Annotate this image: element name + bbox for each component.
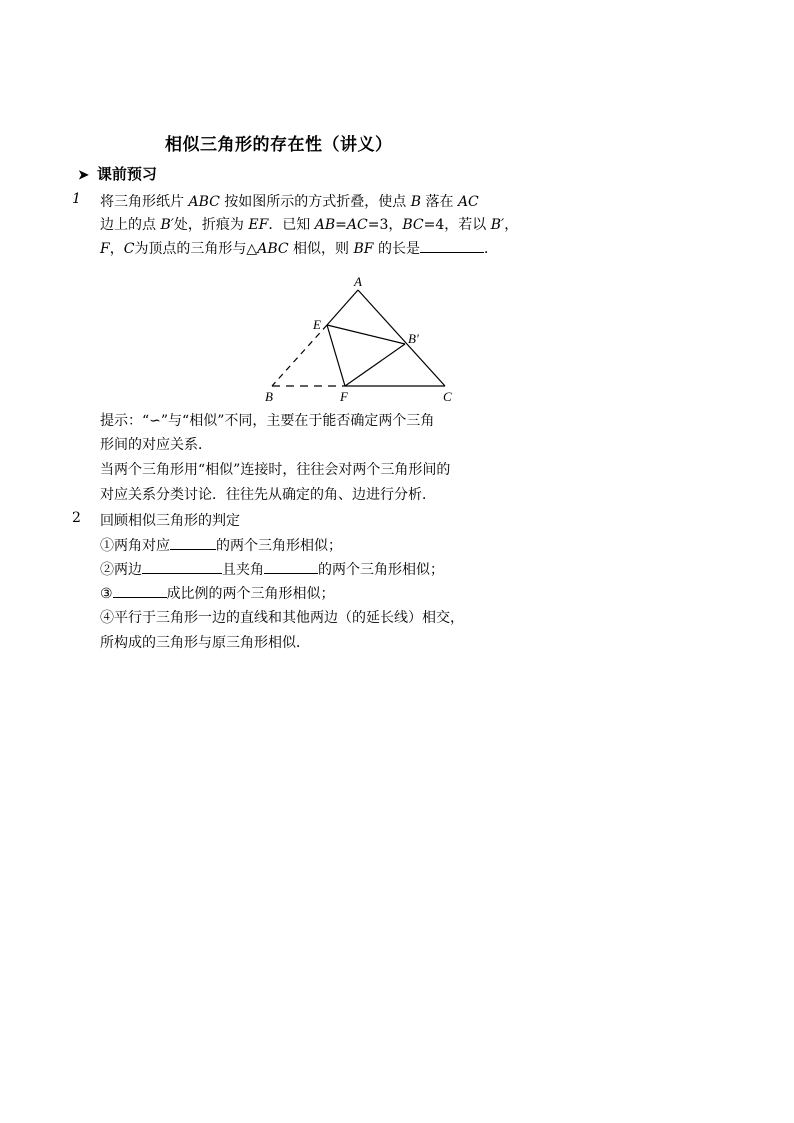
criterion-text: ①两角对应 — [100, 538, 170, 554]
q1-math: F — [100, 241, 110, 257]
segment-ca — [358, 290, 445, 386]
q1-math: B — [410, 194, 422, 210]
q1-text: 相似，则 — [288, 241, 354, 257]
q1-text: 为顶点的三角形与△ — [134, 241, 258, 257]
criterion-text: ②两边 — [100, 562, 142, 578]
answer-blank[interactable] — [142, 561, 222, 574]
q1-math: AB=AC — [314, 217, 368, 233]
criterion-1 — [100, 535, 342, 555]
criterion-text: 的两个三角形相似； — [216, 538, 342, 554]
q1-math: AC — [457, 194, 479, 210]
q1-text: ， — [504, 217, 519, 233]
segment-b-prime-f — [345, 344, 405, 386]
q1-math: EF — [248, 217, 269, 233]
q1-text: =4，若以 — [423, 217, 491, 233]
criterion-text: ③ — [100, 586, 113, 602]
label-c: C — [443, 389, 452, 404]
arrow-bullet-icon: ➤ — [78, 168, 89, 183]
answer-blank[interactable] — [264, 561, 318, 574]
answer-blank[interactable] — [420, 240, 484, 253]
q1-text: 将三角形纸片 — [100, 194, 189, 210]
question-1-line-2 — [100, 214, 518, 234]
criterion-4-line-2: 所构成的三角形与原三角形相似． — [100, 635, 310, 651]
page-title: 相似三角形的存在性（讲义） — [165, 135, 393, 155]
q1-math: BF — [353, 241, 374, 257]
q1-text: ．已知 — [268, 217, 315, 233]
question-1-line-3 — [100, 238, 498, 258]
section-heading — [78, 163, 157, 184]
segment-ae — [327, 290, 358, 325]
q1-math: B′ — [490, 217, 505, 233]
label-f: F — [340, 389, 348, 404]
q1-text: 落在 — [421, 194, 458, 210]
label-e: E — [313, 317, 321, 332]
criterion-4-line-1: ④平行于三角形一边的直线和其他两边（的延长线）相交， — [100, 610, 464, 626]
q1-text: 处，折痕为 — [173, 217, 249, 233]
q1-text: 的长是 — [373, 241, 420, 257]
q1-text: =3， — [367, 217, 403, 233]
label-b-prime: B′ — [408, 331, 419, 346]
criterion-text: 的两个三角形相似； — [318, 562, 444, 578]
q1-math: B′ — [160, 217, 174, 233]
q1-text: ． — [483, 241, 498, 257]
q1-text: ， — [109, 241, 124, 257]
hint-line-2: 形间的对应关系． — [100, 437, 212, 453]
question-2-heading: 回顾相似三角形的判定 — [100, 513, 240, 529]
answer-blank[interactable] — [113, 585, 167, 598]
hint-line-4: 对应关系分类讨论．往往先从确定的角、边进行分析． — [100, 487, 436, 503]
hint-line-3: 当两个三角形用“相似”连接时，往往会对两个三角形间的 — [100, 462, 451, 478]
criterion-2 — [100, 559, 444, 579]
question-1-line-1 — [100, 191, 479, 211]
q1-math: ABC — [188, 194, 220, 210]
criterion-text: 且夹角 — [222, 562, 264, 578]
label-b: B — [265, 389, 273, 404]
hint-line-1: 提示：“∽”与“相似”不同，主要在于能否确定两个三角 — [100, 413, 435, 429]
label-a: A — [354, 274, 362, 289]
fold-triangle-figure — [250, 268, 470, 408]
q1-text: 按如图所示的方式折叠，使点 — [219, 194, 411, 210]
q1-math: BC — [402, 217, 424, 233]
question-1-number: 1 — [72, 191, 81, 207]
criterion-3 — [100, 583, 335, 603]
segment-eb-prime — [327, 325, 405, 344]
question-2-number: 2 — [72, 510, 81, 526]
q1-text: 边上的点 — [100, 217, 161, 233]
segment-eb-dashed — [272, 325, 327, 386]
q1-math: C — [123, 241, 135, 257]
criterion-text: 成比例的两个三角形相似； — [166, 586, 335, 602]
q1-math: ABC — [257, 241, 289, 257]
section-label: 课前预习 — [96, 165, 157, 183]
segment-ef-crease — [327, 325, 345, 386]
answer-blank[interactable] — [170, 537, 216, 550]
